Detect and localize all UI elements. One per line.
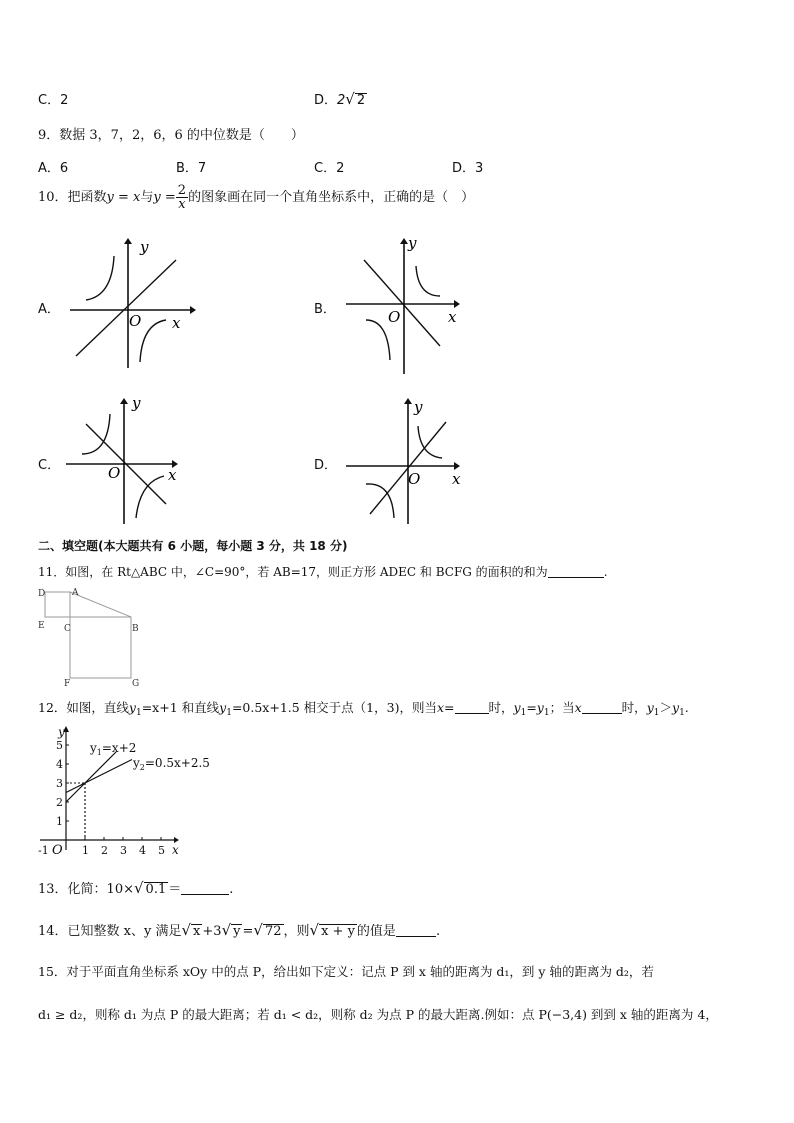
q9-option-c: C．2 <box>314 161 345 176</box>
q14-answer-blank[interactable] <box>396 924 436 937</box>
y-axis-arrow <box>400 238 408 244</box>
y-axis-label: y <box>58 725 65 739</box>
q14-r4: x + y <box>321 924 355 939</box>
line-y2 <box>66 760 132 793</box>
q11-stem <box>38 563 608 580</box>
point-b: B <box>132 624 139 634</box>
q12-x2: x <box>574 700 582 715</box>
square-bcfg <box>70 617 131 678</box>
x-tick-1: 1 <box>82 844 89 857</box>
radical-sign: √ <box>253 921 263 939</box>
q10-graph-b <box>346 236 476 376</box>
q10-mid: 与 <box>140 190 154 205</box>
q12-y6-sub: 1 <box>679 708 685 718</box>
square-adec <box>45 592 70 617</box>
y-axis-arrow <box>404 398 412 404</box>
q10-graph-c <box>66 396 190 526</box>
line-y1 <box>66 752 116 802</box>
q12-text-2: =x+1 和直线 <box>141 700 220 715</box>
q12-y4-sub: 1 <box>543 708 550 718</box>
origin-label: O <box>52 843 63 858</box>
line-y-eq-neg-x <box>364 260 440 346</box>
hyperbola-branch-upper <box>416 266 440 296</box>
q12-text-7: ；当 <box>549 700 575 715</box>
point-f: F <box>64 679 71 689</box>
q13-end: . <box>229 882 234 897</box>
x-tick-2: 2 <box>101 844 108 857</box>
q11-end: . <box>603 565 608 579</box>
q10-graph-a <box>66 236 196 372</box>
q12-gt: ＞ <box>659 700 672 715</box>
y-tick-5: 5 <box>56 739 63 752</box>
y-tick-3: 3 <box>56 777 63 790</box>
q12-y1: y <box>128 700 136 715</box>
hypotenuse-ab <box>70 592 131 617</box>
q10-prefix: 10．把函数 <box>38 190 107 205</box>
radical-sign: √ <box>345 90 355 108</box>
x-tick-neg1: -1 <box>38 844 49 857</box>
section-heading: 二、填空题(本大题共有 6 小题，每小题 3 分，共 18 分) <box>38 539 348 553</box>
q12-text-1: 12．如图，直线 <box>38 700 129 715</box>
q12-stem <box>38 698 689 718</box>
hyperbola-branch-lower <box>140 320 166 362</box>
line-y-eq-x <box>76 260 176 356</box>
x-axis-label: x <box>172 843 179 857</box>
q12-y3-sub: 1 <box>520 708 527 718</box>
y-tick-2: 2 <box>56 796 63 809</box>
q9-option-d: D．3 <box>452 161 484 176</box>
x-axis-arrow <box>190 306 196 314</box>
q15-line-1: 15．对于平面直角坐标系 xOy 中的点 P，给出如下定义：记点 P 到 x 轴的距离为 d₁，到 y 轴的距离为 d₂，若 <box>38 964 654 979</box>
point-e: E <box>38 621 45 631</box>
q8-option-d <box>314 89 367 108</box>
origin-label: O <box>388 308 401 326</box>
q14-eq: = <box>242 924 254 939</box>
q12-text-4: = <box>444 700 455 715</box>
y-axis-arrow <box>120 398 128 404</box>
q13-suffix: ＝ <box>168 882 182 897</box>
q9-option-b: B．7 <box>176 161 207 176</box>
x-axis-arrow <box>454 300 460 308</box>
q14-prefix: 14．已知整数 x、y 满足 <box>38 924 182 939</box>
q14-mid: ，则 <box>283 924 310 939</box>
line-y1-label: $y_1=x+2$ <box>90 741 137 757</box>
y-axis-label: y <box>140 238 149 256</box>
q14-plus: +3 <box>202 924 222 939</box>
q12-x1: x <box>436 700 445 715</box>
point-g: G <box>132 679 140 689</box>
q10-fraction-den: x <box>178 197 186 212</box>
q12-y3: y <box>513 700 521 715</box>
radical-sign: √ <box>221 921 232 939</box>
q10-suffix: 的图象画在同一个直角坐标系中，正确的是（ ） <box>188 190 475 205</box>
y-tick-1: 1 <box>56 815 63 828</box>
point-c: C <box>64 624 71 634</box>
q13-radicand: 0.1 <box>145 882 167 897</box>
q12-graph <box>36 722 226 858</box>
q14-r2: y <box>233 924 241 939</box>
q11-answer-blank[interactable] <box>548 565 604 578</box>
origin-label: O <box>129 312 142 330</box>
q14-r1: x <box>193 924 201 939</box>
hyperbola-branch-upper <box>86 256 114 300</box>
y-axis-label: y <box>132 394 141 412</box>
q9-stem: 9．数据 3，7，2，6，6 的中位数是（ ） <box>38 128 304 143</box>
x-tick-5: 5 <box>158 844 165 857</box>
x-axis-label: x <box>452 470 461 488</box>
q12-text-5: 时， <box>488 700 514 715</box>
hyperbola-branch-lower <box>366 320 390 360</box>
point-d: D <box>38 589 46 599</box>
point-a: A <box>72 588 79 598</box>
q8-option-c: C．2 <box>38 93 69 108</box>
radical-sign: √ <box>181 921 192 939</box>
origin-label: O <box>108 464 121 482</box>
q14-stem <box>38 920 440 939</box>
x-axis-label: x <box>448 308 457 326</box>
q15-line-2: d₁ ≥ d₂，则称 d₁ 为点 P 的最大距离；若 d₁ < d₂，则称 d₂ 为点 P 的最大距离.例如：点 P(−3,4) 到到 x 轴的距离为 4， <box>38 1007 718 1022</box>
q10-eq2-lhs: y = <box>153 190 176 205</box>
q10-label-b: B． <box>314 302 336 317</box>
q10-graph-d <box>346 396 470 526</box>
q10-stem <box>38 184 474 211</box>
q13-answer-blank[interactable] <box>181 882 229 895</box>
y-tick-4: 4 <box>56 758 63 771</box>
y-axis-label: y <box>414 398 423 416</box>
x-axis-label: x <box>172 314 181 332</box>
q12-text-8: 时， <box>621 700 647 715</box>
q12-y2: y <box>219 700 227 715</box>
q10-fraction <box>176 184 188 211</box>
y-axis-label: y <box>408 234 417 252</box>
x-tick-4: 4 <box>139 844 146 857</box>
x-axis-label: x <box>168 466 177 484</box>
y-axis-arrow <box>124 238 132 244</box>
q12-y1-sub: 1 <box>135 708 142 718</box>
q12-text-6: = <box>526 700 537 715</box>
q9-option-a: A．6 <box>38 161 69 176</box>
q12-y6: y <box>672 700 680 715</box>
q10-fraction-num: 2 <box>177 183 187 198</box>
q14-r3: 72 <box>264 924 282 939</box>
q10-eq1: y = x <box>106 190 141 205</box>
origin-label: O <box>408 470 421 488</box>
q10-label-d: D． <box>314 458 338 473</box>
q14-suffix: 的值是 <box>356 924 396 939</box>
q11-text: 11．如图，在 Rt△ABC 中，∠C=90°，若 AB=17，则正方形 ADEC 和 BCFG 的面积的和为 <box>38 565 548 579</box>
q12-y5: y <box>646 700 654 715</box>
q8-option-d-radicand: 2 <box>356 93 366 108</box>
x-tick-3: 3 <box>120 844 127 857</box>
q12-text-3: =0.5x+1.5 相交于点（1，3)，则当 <box>231 700 437 715</box>
q8-option-d-letter: D． <box>314 93 338 108</box>
q10-label-c: C． <box>38 458 61 473</box>
q13-prefix: 13．化简：10× <box>38 882 134 897</box>
q11-figure <box>36 586 146 688</box>
q12-answer-blank-2[interactable] <box>582 701 622 714</box>
q12-y2-sub: 1 <box>226 708 232 718</box>
q8-option-d-coef: 2 <box>337 93 346 108</box>
radical-sign: √ <box>309 921 320 939</box>
x-axis-arrow <box>454 462 460 470</box>
q12-answer-blank-1[interactable] <box>455 701 489 714</box>
q12-y5-sub: 1 <box>653 708 660 718</box>
radical-sign: √ <box>133 879 144 897</box>
q14-end: . <box>435 924 441 939</box>
line-y2-label: $y_2=0.5x+2.5$ <box>133 756 210 772</box>
q12-end: . <box>684 700 689 715</box>
q12-y4: y <box>536 700 544 715</box>
q10-label-a: A． <box>38 302 60 317</box>
q13-stem <box>38 878 233 897</box>
